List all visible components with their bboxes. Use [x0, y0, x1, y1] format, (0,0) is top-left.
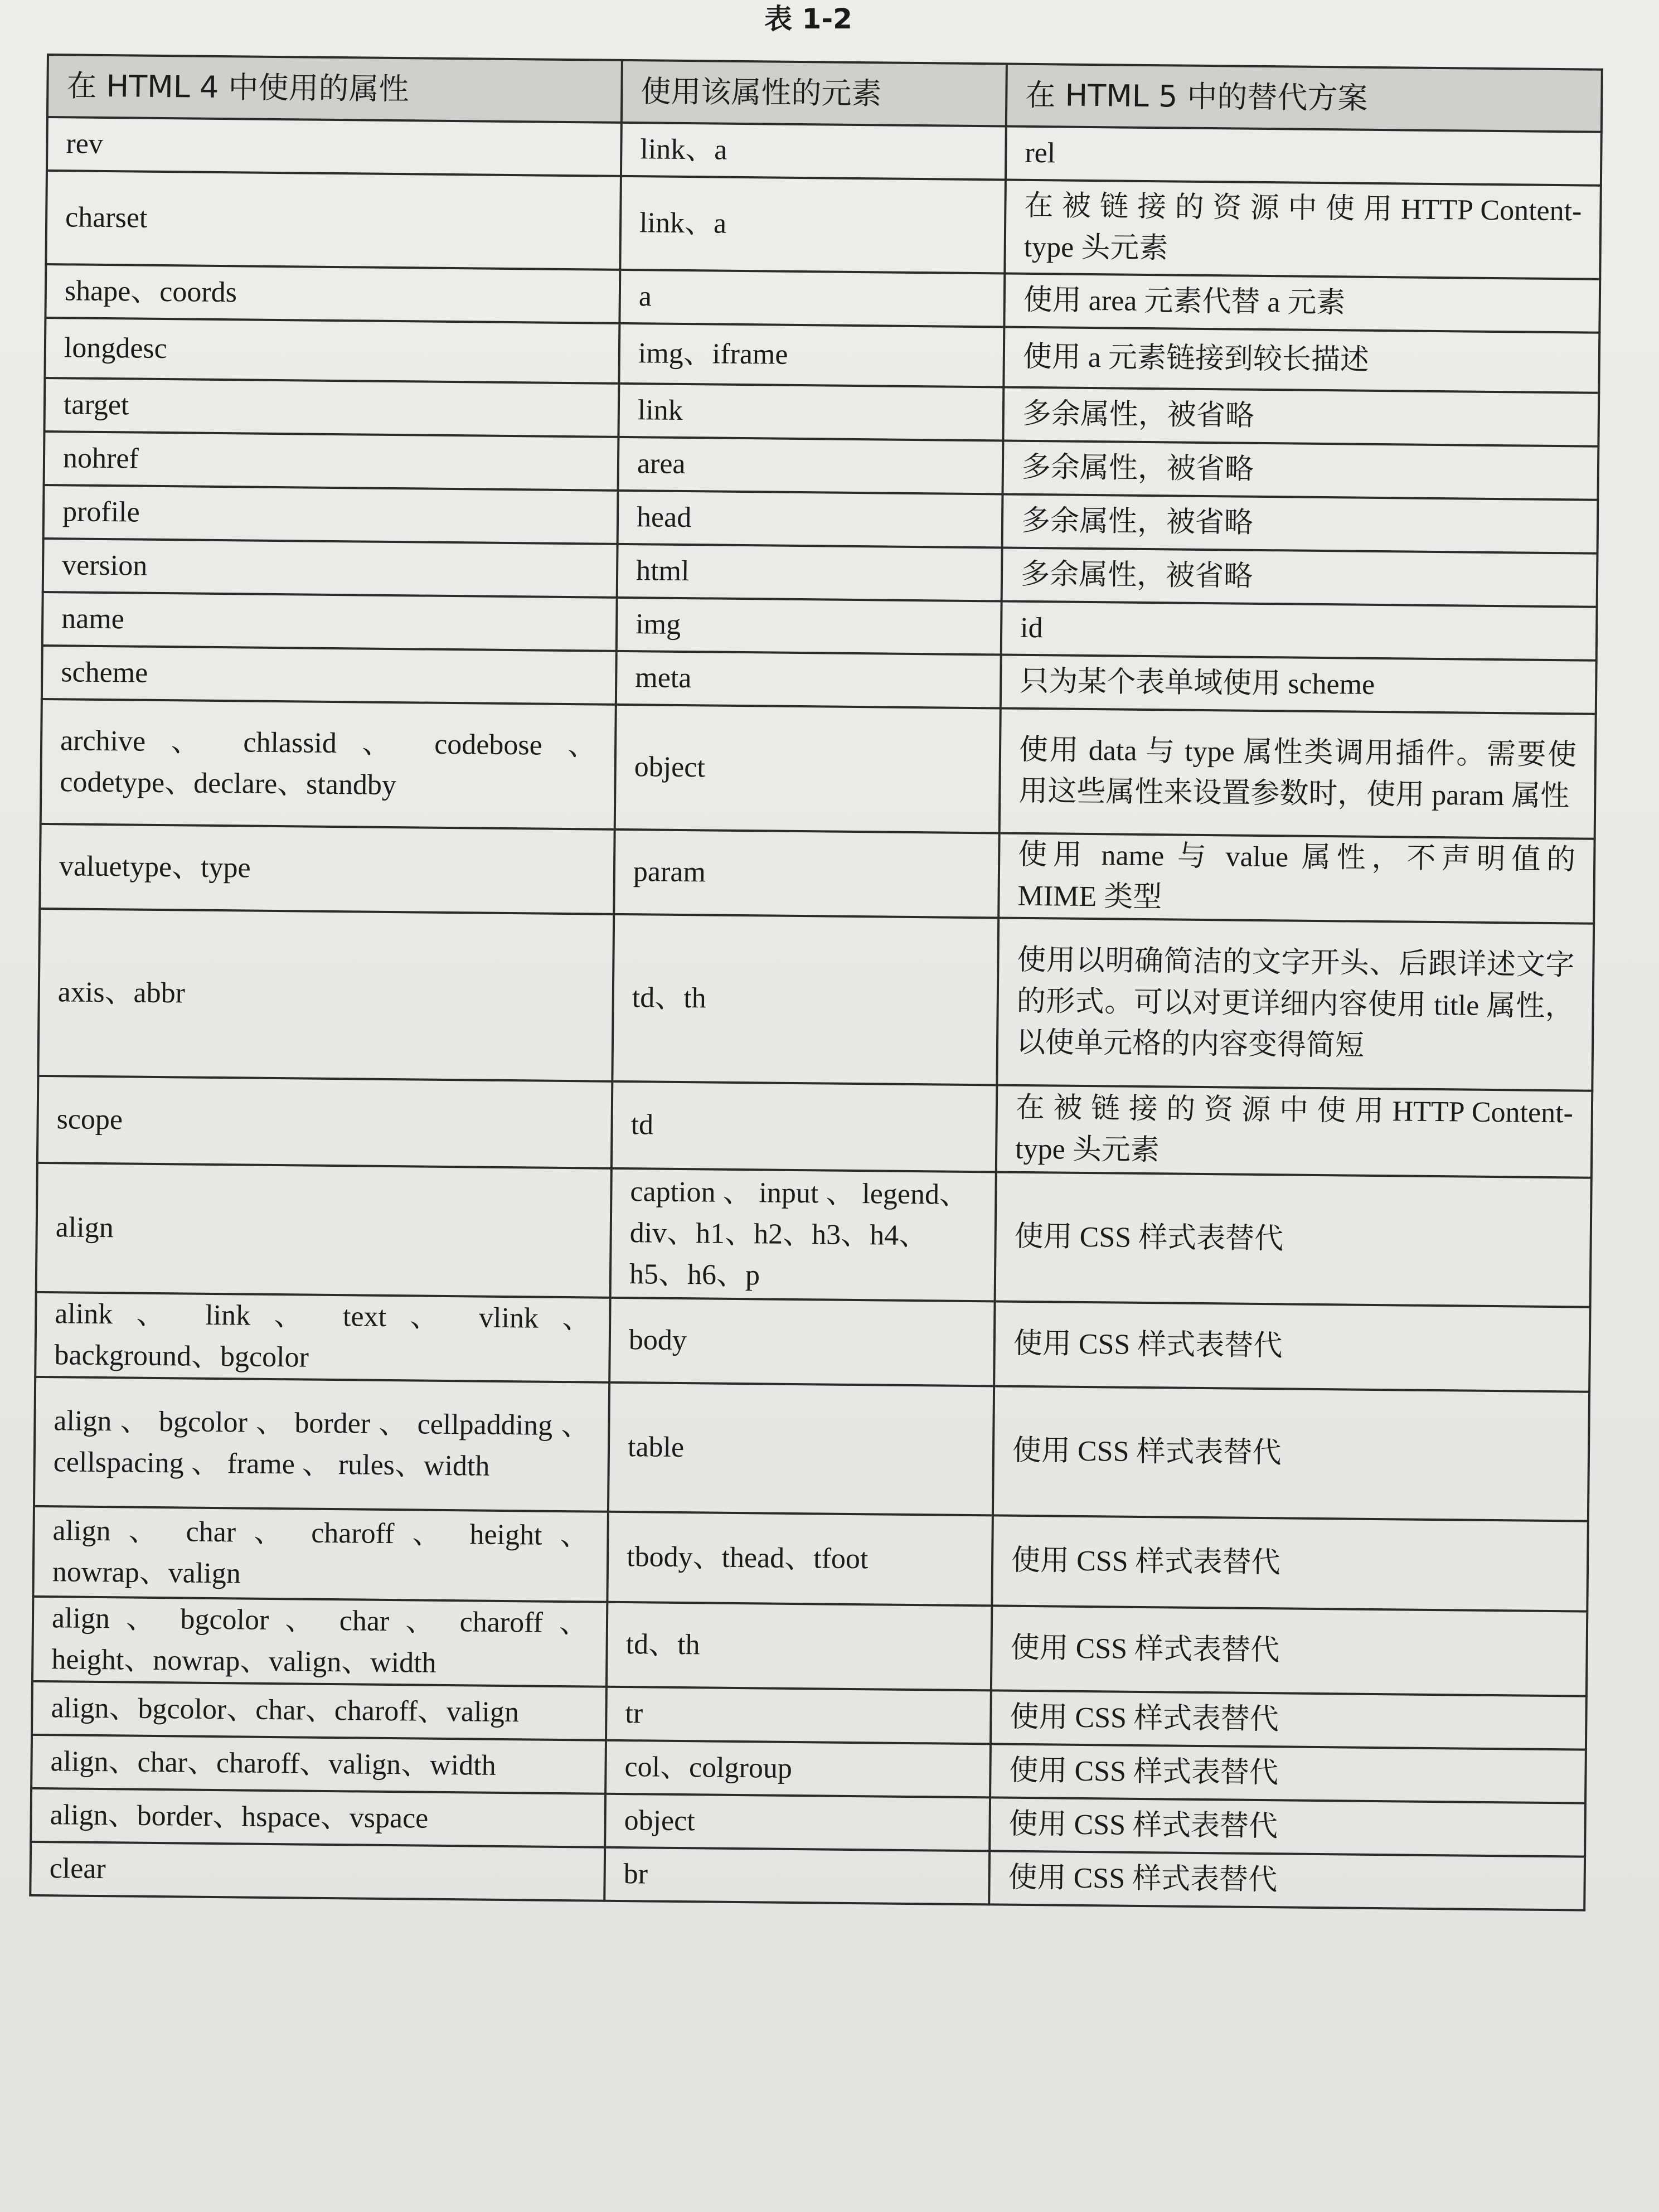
header-html5-replacement: 在 HTML 5 中的替代方案 [1006, 64, 1602, 132]
cell-html4-attribute: shape、coords [45, 264, 620, 323]
cell-html4-attribute: name [42, 592, 617, 651]
cell-html4-attribute: clear [30, 1842, 605, 1901]
cell-element: a [619, 270, 1005, 327]
cell-element: td、th [612, 914, 998, 1085]
cell-element: br [604, 1847, 989, 1905]
cell-html5-replacement: 使用 name 与 value 属性，不声明值的 MIME 类型 [998, 833, 1594, 923]
cell-html4-attribute: align 、 bgcolor 、 border 、 cellpadding 、 cellspacing 、 frame 、 rules、width [34, 1377, 609, 1512]
cell-html5-replacement: 使用 CSS 样式表替代 [990, 1744, 1586, 1803]
cell-element: img、iframe [619, 323, 1004, 387]
cell-html4-attribute: align、border、hspace、vspace [31, 1788, 605, 1847]
table-row [38, 909, 1594, 1091]
cell-html5-replacement: 使用 data 与 type 属性类调用插件。需要使用这些属性来设置参数时，使用 param 属性 [1000, 708, 1596, 838]
cell-html4-attribute: profile [43, 485, 618, 544]
cell-element: tr [606, 1687, 991, 1744]
attribute-replacement-table [29, 54, 1603, 1912]
cell-html5-replacement: 使用 CSS 样式表替代 [989, 1851, 1585, 1910]
cell-html5-replacement: 多余属性，被省略 [1002, 494, 1598, 553]
cell-html4-attribute: charset [46, 171, 621, 270]
cell-element: body [609, 1298, 995, 1386]
cell-html5-replacement: 使用以明确简洁的文字开头、后跟详述文字的形式。可以对更详细内容使用 title 属性，以使单元格的内容变得简短 [997, 918, 1594, 1090]
cell-html4-attribute: alink 、 link 、 text 、 vlink 、 background、bgcolor [35, 1292, 610, 1382]
cell-html5-replacement: 多余属性，被省略 [1003, 387, 1599, 447]
cell-html4-attribute: archive 、 chlassid 、 codebose 、 codetype、declare、standby [41, 699, 616, 830]
cell-html4-attribute: align、bgcolor、char、charoff、valign [32, 1681, 607, 1740]
cell-html5-replacement: rel [1006, 127, 1602, 186]
cell-html4-attribute: rev [47, 117, 622, 176]
cell-element: tbody、thead、tfoot [607, 1512, 993, 1606]
table-row [35, 1292, 1590, 1392]
cell-element: object [615, 705, 1001, 833]
cell-html4-attribute: axis、abbr [38, 909, 614, 1081]
cell-html5-replacement: id [1001, 601, 1597, 660]
cell-element: head [618, 491, 1003, 548]
table-row [37, 1076, 1592, 1178]
cell-html5-replacement: 在 被 链 接 的 资 源 中 使 用 HTTP Content-type 头元素 [996, 1085, 1592, 1177]
cell-element: area [618, 437, 1003, 494]
cell-element: object [605, 1794, 990, 1851]
table-row [46, 171, 1600, 279]
cell-html5-replacement: 使用 CSS 样式表替代 [991, 1690, 1587, 1749]
cell-element: link [618, 384, 1003, 441]
cell-element: td、th [607, 1602, 992, 1691]
cell-element: caption 、 input 、 legend、div、h1、h2、h3、h4、h5、h6、p [610, 1168, 996, 1302]
table-row [33, 1506, 1588, 1612]
cell-html5-replacement: 多余属性，被省略 [1002, 547, 1598, 607]
cell-html4-attribute: align、char、charoff、valign、width [31, 1735, 606, 1794]
cell-html4-attribute: valuetype、type [40, 824, 614, 914]
cell-element: html [617, 544, 1002, 601]
cell-html5-replacement: 多余属性，被省略 [1002, 440, 1598, 499]
cell-html5-replacement: 使用 CSS 样式表替代 [993, 1386, 1589, 1521]
cell-element: meta [616, 651, 1001, 709]
cell-html4-attribute: scope [37, 1076, 612, 1168]
cell-html5-replacement: 在 被 链 接 的 资 源 中 使 用 HTTP Content-type 头元素 [1005, 180, 1601, 279]
cell-element: col、colgroup [605, 1740, 991, 1798]
cell-html4-attribute: align 、 bgcolor 、 char 、 charoff 、 height、nowrap、valign、width [32, 1597, 607, 1687]
cell-element: param [614, 830, 999, 918]
table-row [36, 1163, 1592, 1307]
cell-element: td [612, 1081, 997, 1172]
header-html4-attribute: 在 HTML 4 中使用的属性 [47, 55, 622, 123]
cell-html5-replacement: 使用 area 元素代替 a 元素 [1004, 274, 1600, 333]
cell-html5-replacement: 只为某个表单域使用 scheme [1001, 654, 1597, 714]
cell-element: link、a [621, 123, 1006, 180]
cell-html5-replacement: 使用 CSS 样式表替代 [992, 1515, 1588, 1611]
cell-html4-attribute: align [36, 1163, 612, 1298]
cell-html4-attribute: nohref [44, 431, 619, 491]
cell-html5-replacement: 使用 CSS 样式表替代 [995, 1172, 1592, 1307]
table-row [41, 699, 1596, 839]
cell-html4-attribute: scheme [42, 646, 617, 705]
cell-element: link、a [620, 176, 1006, 274]
cell-html5-replacement: 使用 CSS 样式表替代 [991, 1605, 1587, 1696]
table-row [32, 1597, 1587, 1696]
cell-html4-attribute: align 、 char 、 charoff 、 height 、 nowrap、valign [33, 1506, 608, 1602]
cell-element: table [608, 1382, 994, 1516]
header-element: 使用该属性的元素 [622, 60, 1007, 127]
cell-html5-replacement: 使用 CSS 样式表替代 [994, 1301, 1590, 1391]
cell-element: img [617, 598, 1002, 655]
cell-html5-replacement: 使用 CSS 样式表替代 [989, 1797, 1585, 1856]
cell-html4-attribute: version [43, 539, 618, 598]
cell-html4-attribute: longdesc [45, 318, 619, 384]
cell-html4-attribute: target [44, 378, 619, 437]
table-row [40, 824, 1594, 924]
table-caption: 表 1-2 [764, 3, 852, 35]
cell-html5-replacement: 使用 a 元素链接到较长描述 [1003, 327, 1599, 393]
table-row [34, 1377, 1589, 1521]
